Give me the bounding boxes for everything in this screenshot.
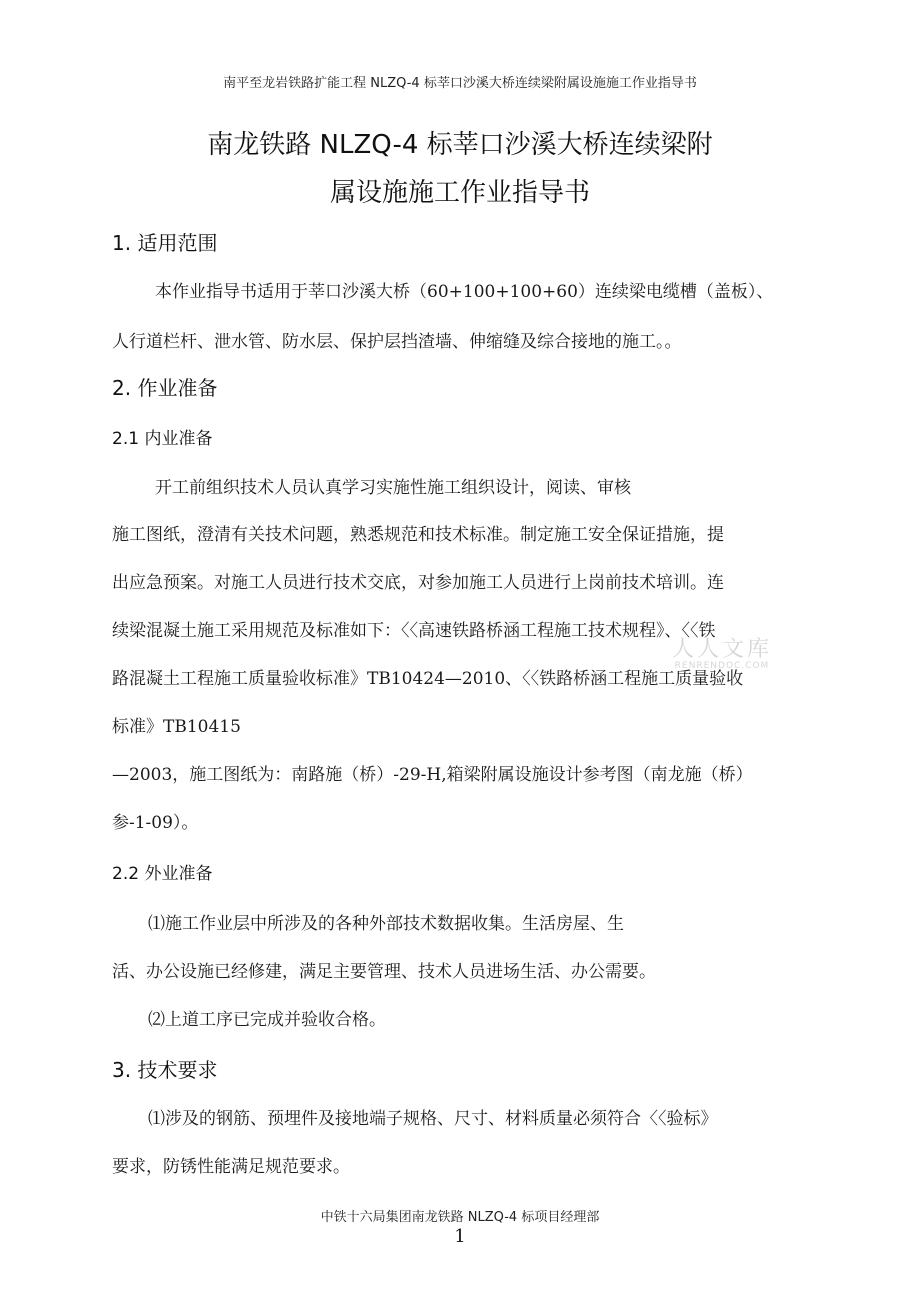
section-2-1-line-8: 参-1-09）。 (112, 813, 199, 833)
section-2-heading: 2. 作业准备 (112, 376, 218, 400)
running-footer: 中铁十六局集团南龙铁路 NLZQ-4 标项目经理部 (320, 1210, 600, 1225)
section-2-1-line-6: 标准》TB10415 (112, 717, 241, 737)
watermark-main-text: 人人文库 (671, 637, 772, 662)
watermark-sub-text: RENRENDOC.COM (674, 661, 770, 671)
section-1-paragraph-line-2: 人行道栏杆、泄水管、防水层、保护层挡渣墙、伸缩缝及综合接地的施工。。 (112, 332, 682, 352)
watermark (662, 632, 782, 671)
page-number: 1 (454, 1226, 466, 1247)
section-1-paragraph-line-1: 本作业指导书适用于莘口沙溪大桥（60+100+100+60）连续梁电缆槽（盖板）、 (155, 282, 774, 302)
section-2-1-line-1: 开工前组织技术人员认真学习实施性施工组织设计，阅读、审核 (155, 478, 631, 498)
section-3-line-2: 要求，防锈性能满足规范要求。 (112, 1157, 350, 1177)
section-2-1-heading: 2.1 内业准备 (112, 429, 213, 449)
section-2-2-line-2: 活、办公设施已经修建，满足主要管理、技术人员进场生活、办公需要。 (112, 962, 656, 982)
document-title-line-1: 南龙铁路 NLZQ-4 标莘口沙溪大桥连续梁附 (207, 130, 713, 160)
section-2-1-line-7: —2003，施工图纸为：南路施（桥）-29-H,箱梁附属设施设计参考图（南龙施（桥） (112, 765, 753, 785)
section-2-1-line-2: 施工图纸，澄清有关技术问题，熟悉规范和技术标准。制定施工安全保证措施，提 (112, 525, 724, 545)
section-1-heading: 1. 适用范围 (112, 231, 218, 255)
section-2-1-line-4: 续梁混凝土施工采用规范及标准如下：〈〈高速铁路桥涵工程施工技术规程》、〈〈铁 (112, 621, 716, 641)
section-3-heading: 3. 技术要求 (112, 1058, 218, 1082)
section-2-1-line-3: 出应急预案。对施工人员进行技术交底，对参加施工人员进行上岗前技术培训。连 (112, 573, 724, 593)
section-2-2-line-1: ⑴施工作业层中所涉及的各种外部技术数据收集。生活房屋、生 (148, 914, 624, 934)
running-header: 南平至龙岩铁路扩能工程 NLZQ-4 标莘口沙溪大桥连续梁附属设施施工作业指导书 (223, 76, 697, 91)
document-title-line-2: 属设施施工作业指导书 (329, 178, 590, 208)
section-2-2-heading: 2.2 外业准备 (112, 864, 213, 884)
section-2-2-line-3: ⑵上道工序已完成并验收合格。 (148, 1010, 386, 1030)
section-2-1-line-5: 路混凝土工程施工质量验收标准》TB10424—2010、〈〈铁路桥涵工程施工质量验收 (112, 669, 744, 689)
section-3-line-1: ⑴涉及的钢筋、预埋件及接地端子规格、尺寸、材料质量必须符合〈〈验标》 (148, 1109, 718, 1129)
